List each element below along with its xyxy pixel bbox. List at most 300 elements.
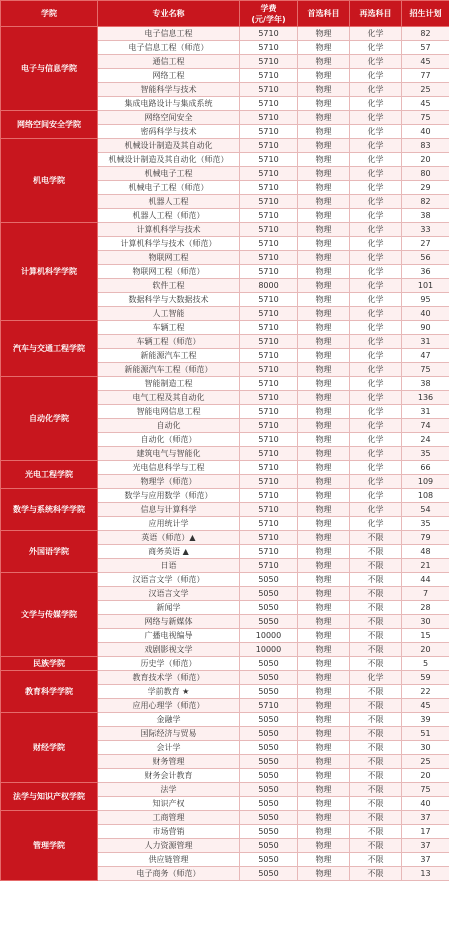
quota-cell: 24 [402,433,449,447]
second-subject-cell: 化学 [350,405,402,419]
second-subject-cell: 化学 [350,139,402,153]
quota-cell: 75 [402,783,449,797]
tuition-cell: 5710 [240,489,298,503]
quota-cell: 38 [402,377,449,391]
first-subject-cell: 物理 [298,461,350,475]
major-cell: 网络工程 [98,69,240,83]
quota-cell: 20 [402,153,449,167]
tuition-cell: 5050 [240,713,298,727]
major-cell: 人工智能 [98,307,240,321]
tuition-cell: 5710 [240,265,298,279]
second-subject-cell: 不限 [350,825,402,839]
first-subject-cell: 物理 [298,629,350,643]
major-cell: 商务英语 ▲ [98,545,240,559]
quota-cell: 29 [402,181,449,195]
second-subject-cell: 不限 [350,545,402,559]
major-cell: 电子信息工程（师范） [98,41,240,55]
second-subject-cell: 不限 [350,741,402,755]
first-subject-cell: 物理 [298,223,350,237]
first-subject-cell: 物理 [298,783,350,797]
first-subject-cell: 物理 [298,237,350,251]
first-subject-cell: 物理 [298,167,350,181]
second-subject-cell: 不限 [350,811,402,825]
tuition-cell: 5710 [240,475,298,489]
tuition-cell: 5710 [240,223,298,237]
major-cell: 历史学（师范） [98,657,240,671]
major-cell: 机械电子工程 [98,167,240,181]
first-subject-cell: 物理 [298,825,350,839]
tuition-cell: 5710 [240,209,298,223]
tuition-cell: 5710 [240,41,298,55]
first-subject-cell: 物理 [298,573,350,587]
major-cell: 电子信息工程 [98,27,240,41]
quota-cell: 83 [402,139,449,153]
tuition-cell: 5050 [240,825,298,839]
tuition-cell: 5710 [240,559,298,573]
college-name-cell: 电子与信息学院 [1,27,98,111]
table-row [1,783,449,797]
second-subject-cell: 不限 [350,783,402,797]
second-subject-cell: 不限 [350,531,402,545]
quota-cell: 40 [402,797,449,811]
major-cell: 新能源汽车工程（师范） [98,363,240,377]
header-college: 学院 [1,1,98,27]
tuition-cell: 5050 [240,727,298,741]
quota-cell: 31 [402,405,449,419]
tuition-cell: 5710 [240,111,298,125]
first-subject-cell: 物理 [298,475,350,489]
tuition-cell: 5710 [240,447,298,461]
header-quota: 招生计划 [402,1,449,27]
major-cell: 密码科学与技术 [98,125,240,139]
tuition-cell: 5710 [240,125,298,139]
major-cell: 计算机科学与技术 [98,223,240,237]
first-subject-cell: 物理 [298,349,350,363]
tuition-cell: 5050 [240,601,298,615]
major-cell: 数学与应用数学（师范） [98,489,240,503]
first-subject-cell: 物理 [298,307,350,321]
quota-cell: 33 [402,223,449,237]
first-subject-cell: 物理 [298,195,350,209]
quota-cell: 101 [402,279,449,293]
major-cell: 集成电路设计与集成系统 [98,97,240,111]
tuition-cell: 5050 [240,755,298,769]
major-cell: 自动化（师范） [98,433,240,447]
first-subject-cell: 物理 [298,727,350,741]
first-subject-cell: 物理 [298,41,350,55]
tuition-cell: 8000 [240,279,298,293]
major-cell: 人力资源管理 [98,839,240,853]
second-subject-cell: 化学 [350,517,402,531]
first-subject-cell: 物理 [298,321,350,335]
first-subject-cell: 物理 [298,27,350,41]
quota-cell: 30 [402,615,449,629]
table-row [1,657,449,671]
major-cell: 计算机科学与技术（师范） [98,237,240,251]
table-row [1,27,449,41]
college-name-cell: 数学与系统科学学院 [1,489,98,531]
quota-cell: 90 [402,321,449,335]
major-cell: 信息与计算科学 [98,503,240,517]
second-subject-cell: 不限 [350,727,402,741]
quota-cell: 56 [402,251,449,265]
major-cell: 应用统计学 [98,517,240,531]
quota-cell: 40 [402,125,449,139]
major-cell: 会计学 [98,741,240,755]
second-subject-cell: 不限 [350,853,402,867]
quota-cell: 74 [402,419,449,433]
first-subject-cell: 物理 [298,699,350,713]
quota-cell: 82 [402,195,449,209]
major-cell: 财务会计教育 [98,769,240,783]
college-name-cell: 财经学院 [1,713,98,783]
major-cell: 智能电网信息工程 [98,405,240,419]
first-subject-cell: 物理 [298,517,350,531]
major-cell: 网络空间安全 [98,111,240,125]
second-subject-cell: 不限 [350,839,402,853]
quota-cell: 77 [402,69,449,83]
major-cell: 新能源汽车工程 [98,349,240,363]
second-subject-cell: 化学 [350,153,402,167]
tuition-cell: 5710 [240,419,298,433]
second-subject-cell: 化学 [350,237,402,251]
second-subject-cell: 化学 [350,489,402,503]
quota-cell: 21 [402,559,449,573]
second-subject-cell: 化学 [350,475,402,489]
tuition-cell: 5050 [240,587,298,601]
quota-cell: 45 [402,97,449,111]
tuition-cell: 5710 [240,167,298,181]
college-name-cell: 外国语学院 [1,531,98,573]
quota-cell: 108 [402,489,449,503]
first-subject-cell: 物理 [298,853,350,867]
tuition-cell: 5050 [240,685,298,699]
header-first-subject: 首选科目 [298,1,350,27]
major-cell: 工商管理 [98,811,240,825]
table-row [1,671,449,685]
quota-cell: 22 [402,685,449,699]
quota-cell: 47 [402,349,449,363]
major-cell: 国际经济与贸易 [98,727,240,741]
major-cell: 汉语言文学（师范） [98,573,240,587]
tuition-cell: 10000 [240,629,298,643]
major-cell: 广播电视编导 [98,629,240,643]
tuition-cell: 5050 [240,573,298,587]
quota-cell: 37 [402,839,449,853]
tuition-cell: 5710 [240,503,298,517]
major-cell: 法学 [98,783,240,797]
first-subject-cell: 物理 [298,741,350,755]
quota-cell: 54 [402,503,449,517]
first-subject-cell: 物理 [298,531,350,545]
first-subject-cell: 物理 [298,755,350,769]
tuition-cell: 5050 [240,783,298,797]
header-tuition: 学费 (元/学年) [240,1,298,27]
quota-cell: 31 [402,335,449,349]
tuition-cell: 5710 [240,405,298,419]
first-subject-cell: 物理 [298,433,350,447]
table-row [1,223,449,237]
tuition-cell: 5050 [240,797,298,811]
tuition-cell: 5710 [240,153,298,167]
major-cell: 戏剧影视文学 [98,643,240,657]
quota-cell: 109 [402,475,449,489]
tuition-cell: 5710 [240,69,298,83]
quota-cell: 35 [402,517,449,531]
tuition-cell: 5050 [240,741,298,755]
first-subject-cell: 物理 [298,559,350,573]
second-subject-cell: 化学 [350,447,402,461]
second-subject-cell: 不限 [350,559,402,573]
first-subject-cell: 物理 [298,587,350,601]
quota-cell: 7 [402,587,449,601]
second-subject-cell: 化学 [350,265,402,279]
table-row [1,139,449,153]
tuition-cell: 5710 [240,27,298,41]
tuition-cell: 5710 [240,139,298,153]
quota-cell: 20 [402,643,449,657]
tuition-cell: 5710 [240,461,298,475]
college-name-cell: 法学与知识产权学院 [1,783,98,811]
first-subject-cell: 物理 [298,125,350,139]
second-subject-cell: 不限 [350,601,402,615]
tuition-cell: 5710 [240,391,298,405]
major-cell: 光电信息科学与工程 [98,461,240,475]
second-subject-cell: 化学 [350,111,402,125]
first-subject-cell: 物理 [298,545,350,559]
table-header-row [1,1,449,27]
college-name-cell: 管理学院 [1,811,98,881]
second-subject-cell: 化学 [350,461,402,475]
quota-cell: 28 [402,601,449,615]
major-cell: 机械设计制造及其自动化（师范） [98,153,240,167]
second-subject-cell: 化学 [350,167,402,181]
quota-cell: 136 [402,391,449,405]
quota-cell: 38 [402,209,449,223]
table-body [1,27,449,881]
second-subject-cell: 化学 [350,195,402,209]
tuition-cell: 5050 [240,867,298,881]
tuition-cell: 5710 [240,531,298,545]
first-subject-cell: 物理 [298,69,350,83]
second-subject-cell: 不限 [350,573,402,587]
quota-cell: 75 [402,111,449,125]
quota-cell: 59 [402,671,449,685]
major-cell: 财务管理 [98,755,240,769]
quota-cell: 36 [402,265,449,279]
second-subject-cell: 不限 [350,797,402,811]
second-subject-cell: 不限 [350,587,402,601]
quota-cell: 95 [402,293,449,307]
second-subject-cell: 化学 [350,321,402,335]
major-cell: 英语（师范）▲ [98,531,240,545]
tuition-cell: 5710 [240,545,298,559]
college-name-cell: 机电学院 [1,139,98,223]
major-cell: 日语 [98,559,240,573]
tuition-cell: 5050 [240,671,298,685]
first-subject-cell: 物理 [298,181,350,195]
major-cell: 车辆工程（师范） [98,335,240,349]
major-cell: 电子商务（师范） [98,867,240,881]
second-subject-cell: 化学 [350,125,402,139]
tuition-cell: 5710 [240,349,298,363]
second-subject-cell: 化学 [350,251,402,265]
first-subject-cell: 物理 [298,251,350,265]
tuition-cell: 5710 [240,517,298,531]
quota-cell: 48 [402,545,449,559]
second-subject-cell: 不限 [350,685,402,699]
table-row [1,377,449,391]
second-subject-cell: 不限 [350,867,402,881]
second-subject-cell: 不限 [350,769,402,783]
major-cell: 机器人工程（师范） [98,209,240,223]
major-cell: 市场营销 [98,825,240,839]
table-row [1,713,449,727]
table-row [1,489,449,503]
quota-cell: 51 [402,727,449,741]
first-subject-cell: 物理 [298,153,350,167]
major-cell: 学前教育 ★ [98,685,240,699]
first-subject-cell: 物理 [298,209,350,223]
second-subject-cell: 化学 [350,671,402,685]
major-cell: 机械电子工程（师范） [98,181,240,195]
quota-cell: 27 [402,237,449,251]
first-subject-cell: 物理 [298,769,350,783]
second-subject-cell: 不限 [350,699,402,713]
first-subject-cell: 物理 [298,615,350,629]
first-subject-cell: 物理 [298,265,350,279]
quota-cell: 13 [402,867,449,881]
quota-cell: 37 [402,811,449,825]
second-subject-cell: 化学 [350,419,402,433]
first-subject-cell: 物理 [298,97,350,111]
tuition-cell: 10000 [240,643,298,657]
second-subject-cell: 化学 [350,181,402,195]
table-row [1,573,449,587]
second-subject-cell: 化学 [350,293,402,307]
major-cell: 金融学 [98,713,240,727]
tuition-cell: 5710 [240,97,298,111]
tuition-cell: 5050 [240,839,298,853]
college-name-cell: 光电工程学院 [1,461,98,489]
major-cell: 机器人工程 [98,195,240,209]
header-major: 专业名称 [98,1,240,27]
quota-cell: 66 [402,461,449,475]
major-cell: 数据科学与大数据技术 [98,293,240,307]
second-subject-cell: 化学 [350,279,402,293]
quota-cell: 80 [402,167,449,181]
second-subject-cell: 化学 [350,363,402,377]
tuition-cell: 5050 [240,615,298,629]
second-subject-cell: 化学 [350,83,402,97]
tuition-cell: 5050 [240,769,298,783]
quota-cell: 40 [402,307,449,321]
first-subject-cell: 物理 [298,419,350,433]
second-subject-cell: 不限 [350,615,402,629]
quota-cell: 35 [402,447,449,461]
second-subject-cell: 不限 [350,755,402,769]
second-subject-cell: 不限 [350,643,402,657]
quota-cell: 17 [402,825,449,839]
first-subject-cell: 物理 [298,83,350,97]
quota-cell: 30 [402,741,449,755]
table-row [1,531,449,545]
quota-cell: 25 [402,755,449,769]
tuition-cell: 5710 [240,321,298,335]
second-subject-cell: 化学 [350,391,402,405]
tuition-cell: 5050 [240,657,298,671]
table-row [1,461,449,475]
quota-cell: 20 [402,769,449,783]
header-second-subject: 再选科目 [350,1,402,27]
major-cell: 教育技术学（师范） [98,671,240,685]
first-subject-cell: 物理 [298,391,350,405]
major-cell: 汉语言文学 [98,587,240,601]
first-subject-cell: 物理 [298,685,350,699]
first-subject-cell: 物理 [298,293,350,307]
major-cell: 电气工程及其自动化 [98,391,240,405]
first-subject-cell: 物理 [298,335,350,349]
tuition-cell: 5710 [240,293,298,307]
table-row [1,321,449,335]
tuition-cell: 5710 [240,83,298,97]
second-subject-cell: 化学 [350,209,402,223]
quota-cell: 39 [402,713,449,727]
second-subject-cell: 化学 [350,349,402,363]
first-subject-cell: 物理 [298,643,350,657]
major-cell: 智能科学与技术 [98,83,240,97]
major-cell: 知识产权 [98,797,240,811]
major-cell: 物联网工程（师范） [98,265,240,279]
quota-cell: 75 [402,363,449,377]
first-subject-cell: 物理 [298,601,350,615]
first-subject-cell: 物理 [298,405,350,419]
quota-cell: 82 [402,27,449,41]
first-subject-cell: 物理 [298,839,350,853]
tuition-cell: 5710 [240,251,298,265]
major-cell: 通信工程 [98,55,240,69]
second-subject-cell: 化学 [350,69,402,83]
major-cell: 新闻学 [98,601,240,615]
quota-cell: 57 [402,41,449,55]
first-subject-cell: 物理 [298,489,350,503]
major-cell: 建筑电气与智能化 [98,447,240,461]
second-subject-cell: 不限 [350,629,402,643]
second-subject-cell: 化学 [350,377,402,391]
quota-cell: 45 [402,55,449,69]
first-subject-cell: 物理 [298,363,350,377]
major-cell: 机械设计制造及其自动化 [98,139,240,153]
tuition-cell: 5710 [240,181,298,195]
major-cell: 物理学（师范） [98,475,240,489]
quota-cell: 44 [402,573,449,587]
first-subject-cell: 物理 [298,503,350,517]
major-cell: 网络与新媒体 [98,615,240,629]
first-subject-cell: 物理 [298,139,350,153]
major-cell: 自动化 [98,419,240,433]
quota-cell: 5 [402,657,449,671]
first-subject-cell: 物理 [298,377,350,391]
first-subject-cell: 物理 [298,111,350,125]
first-subject-cell: 物理 [298,867,350,881]
tuition-cell: 5710 [240,699,298,713]
tuition-cell: 5710 [240,377,298,391]
tuition-cell: 5710 [240,363,298,377]
first-subject-cell: 物理 [298,279,350,293]
major-cell: 智能制造工程 [98,377,240,391]
second-subject-cell: 化学 [350,307,402,321]
quota-cell: 45 [402,699,449,713]
